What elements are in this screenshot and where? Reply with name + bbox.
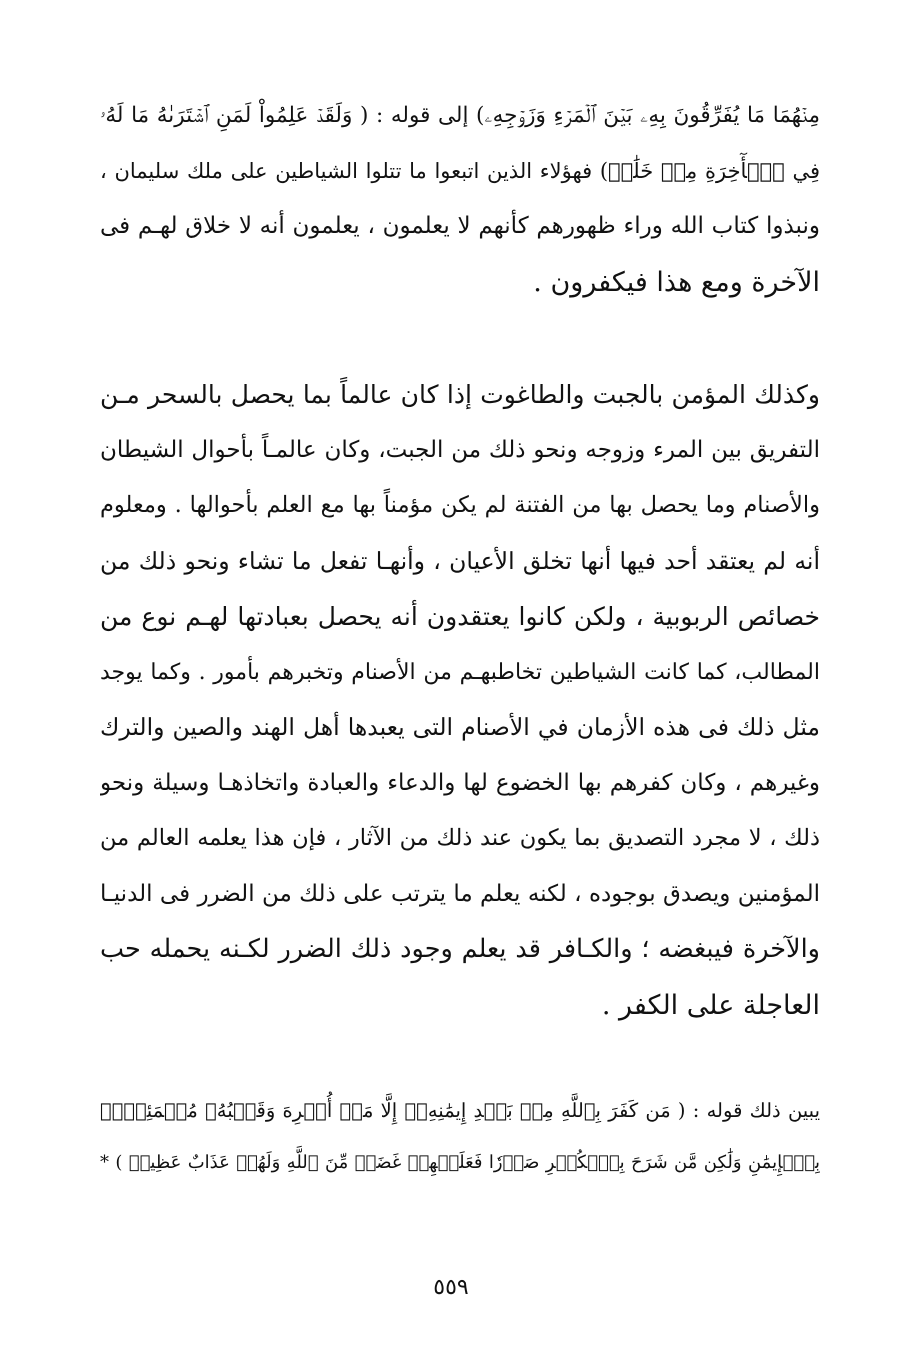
text-line: يبين ذلك قوله : ( مَن كَفَرَ بِٱللَّهِ مِنۢ بَعۡدِ إِيمَٰنِهِۦٓ إِلَّا مَنۡ أُكۡرِهَ وَقَلۡبُهُۥ مُطۡمَئِنُّۢ — [100, 1099, 820, 1122]
text-line: الآخرة ومع هذا فيكفرون . — [533, 266, 820, 298]
paragraph-1 — [100, 88, 820, 310]
text-line: وغيرهم ، وكان كفرهم بها الخضوع لها والدعاء والعبادة واتخاذهـا وسيلة ونحو — [100, 769, 820, 796]
page-number: ٥٥٩ — [433, 1275, 469, 1300]
text-line: والأصنام وما يحصل بها من الفتنة لم يكن مؤمناً بها مع العلم بأحوالها . ومعلوم — [100, 492, 820, 518]
text-line: خصائص الربوبية ، ولكن كانوا يعتقدون أنه يحصل بعبادتها لهـم نوع من — [100, 602, 820, 631]
text-line: مِنۡهُمَا مَا يُفَرِّقُونَ بِهِۦ بَيۡنَ ٱلۡمَرۡءِ وَزَوۡجِهِۦ) إلى قوله : ( وَلَقَدۡ عَلِمُواْ لَمَنِ ٱشۡتَرَىٰهُ مَا لَهُۥ — [100, 103, 820, 128]
text-line: ذلك ، لا مجرد التصديق بما يكون عند ذلك من الآثار ، فإن هذا يعلمه العالم من — [100, 825, 820, 851]
text-line: فِي ٱلۡأٓخِرَةِ مِنۡ خَلَٰقٖ) فهؤلاء الذين اتبعوا ما تتلوا الشياطين على ملك سليمان ، — [100, 158, 820, 183]
text-line: مثل ذلك فى هذه الأزمان في الأصنام التى يعبدها أهل الهند والصين والترك — [100, 713, 820, 741]
page-body — [100, 88, 820, 1189]
text-line: والآخرة فيبغضه ؛ والكـافر قد يعلم وجود ذلك الضرر لكـنه يحمله حب — [100, 934, 820, 964]
text-line: التفريق بين المرء وزوجه ونحو ذلك من الجبت، وكان عالمـاً بأحوال الشيطان — [100, 436, 820, 463]
text-line: أنه لم يعتقد أحد فيها أنها تخلق الأعيان ، وأنهـا تفعل ما تشاء ونحو ذلك من — [100, 546, 820, 575]
text-line: المؤمنين ويصدق بوجوده ، لكنه يعلم ما يترتب على ذلك من الضرر فى الدنيـا — [100, 880, 820, 907]
paragraph-gap — [100, 310, 820, 367]
paragraph-2 — [100, 367, 820, 1033]
text-line: العاجلة على الكفر . — [601, 989, 820, 1021]
paragraph-gap — [100, 1033, 820, 1085]
paragraph-3 — [100, 1085, 820, 1189]
text-line: وكذلك المؤمن بالجبت والطاغوت إذا كان عالماً بما يحصل بالسحر مـن — [100, 380, 820, 409]
text-line: ونبذوا كتاب الله وراء ظهورهم كأنهم لا يعلمون ، يعلمون أنه لا خلاق لهـم فى — [100, 213, 820, 239]
text-line: المطالب، كما كانت الشياطين تخاطبهـم من الأصنام وتخبرهم بأمور . وكما يوجد — [100, 659, 820, 685]
text-line: بِٱلۡإِيمَٰنِ وَلَٰكِن مَّن شَرَحَ بِٱلۡكُفۡرِ صَدۡرٗا فَعَلَيۡهِمۡ غَضَبٞ مِّنَ ٱللَّهِ وَلَهُمۡ عَذَابٌ عَظِيمٞ ) * — [100, 1152, 820, 1173]
